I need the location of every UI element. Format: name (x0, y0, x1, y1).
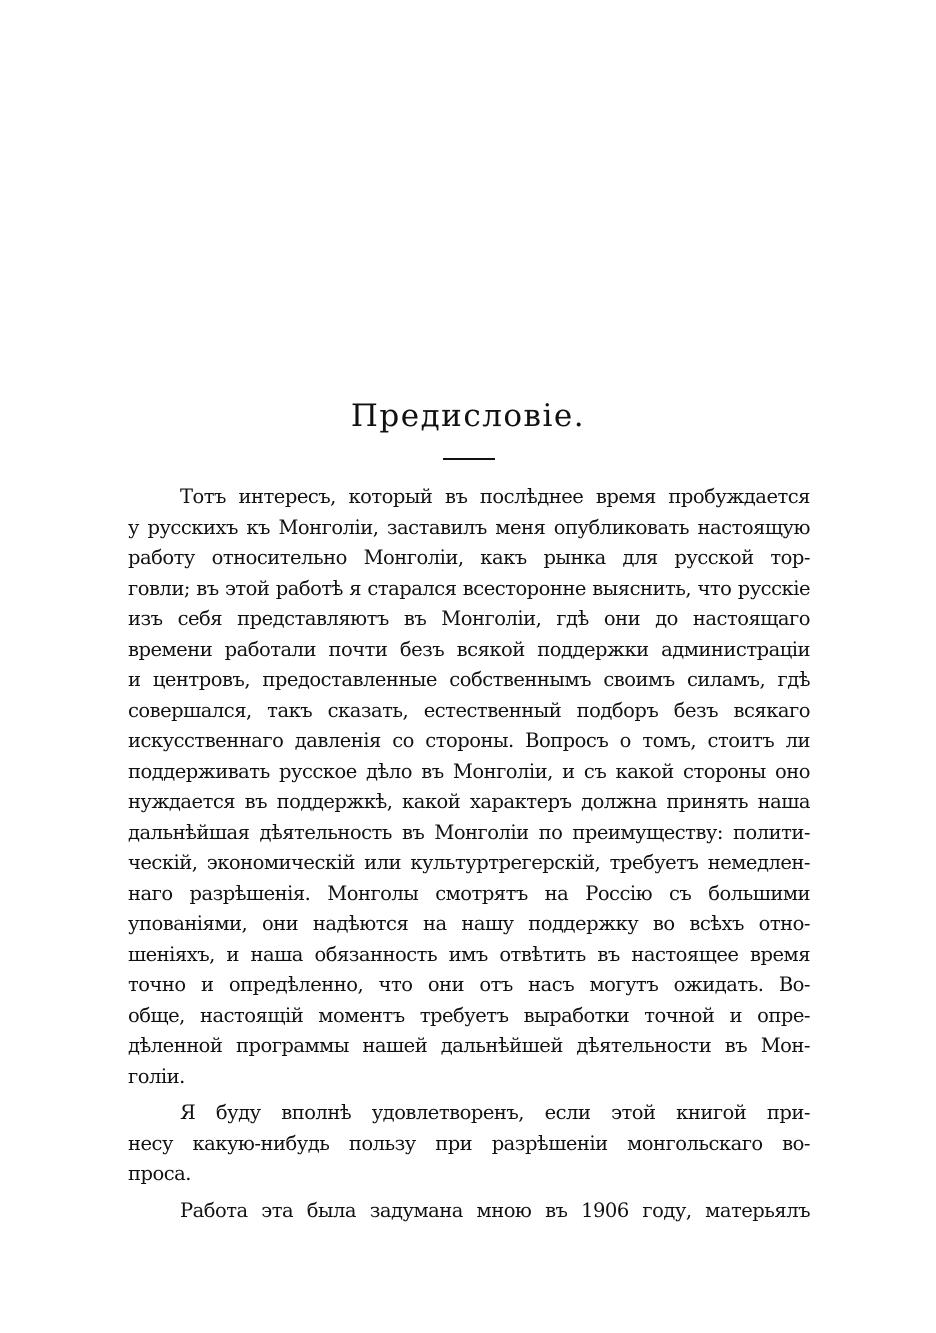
text-line: совершался, такъ сказать, естественный подборъ безъ всякаго (128, 698, 810, 722)
text-line: поддерживать русское дѣло въ Монголіи, и съ какой стороны оно (128, 759, 810, 783)
body-text (128, 482, 810, 1226)
text-line: упованіями, они надѣются на нашу поддержку во всѣхъ отно- (128, 912, 810, 935)
text-line: наго разрѣшенія. Монголы смотрятъ на Россію съ большими (128, 881, 810, 905)
text-line: у русскихъ къ Монголіи, заставилъ меня опубликовать настоящую (128, 515, 810, 539)
paragraph (128, 482, 810, 1092)
text-line: говли; въ этой работѣ я старался всесторонне выяснить, что русскіе (128, 576, 810, 600)
text-line: шеніяхъ, и наша обязанность имъ отвѣтить въ настоящее время (128, 942, 810, 966)
paragraph (128, 1196, 810, 1227)
text-line: проса. (128, 1162, 191, 1185)
title-divider (443, 458, 495, 460)
text-line: голіи. (128, 1064, 185, 1088)
text-line: обще, настоящій моментъ требуетъ выработки точной и опре- (128, 1003, 810, 1027)
text-line: Работа эта была задумана мною въ 1906 году, матерьялъ (180, 1198, 810, 1222)
text-line: времени работали почти безъ всякой поддержки администраціи (128, 637, 810, 661)
text-line: изъ себя представляютъ въ Монголіи, гдѣ они до настоящаго (128, 607, 810, 630)
text-line: работу относительно Монголіи, какъ рынка для русской тор- (128, 546, 810, 569)
text-line: точно и опредѣленно, что они отъ насъ могутъ ожидать. Во- (128, 973, 810, 996)
text-line: Я буду вполнѣ удовлетворенъ, если этой книгой при- (180, 1101, 810, 1124)
text-line: Тотъ интересъ, который въ послѣднее время пробуждается (180, 485, 810, 508)
page-title: Предисловіе. (350, 398, 586, 434)
text-line: нуждается въ поддержкѣ, какой характеръ должна принять наша (128, 790, 810, 813)
text-line: дѣленной программы нашей дальнѣйшей дѣятельности въ Мон- (128, 1034, 810, 1057)
text-line: дальнѣйшая дѣятельность въ Монголіи по преимуществу: полити- (128, 820, 810, 844)
text-line: несу какую-нибудь пользу при разрѣшеніи монгольскаго во- (128, 1131, 810, 1155)
text-line: искусственнаго давленія со стороны. Вопросъ о томъ, стоитъ ли (128, 729, 810, 752)
text-line: и центровъ, предоставленные собственнымъ своимъ силамъ, гдѣ (128, 668, 810, 691)
paragraph (128, 1098, 810, 1190)
text-line: ческій, экономическій или культуртрегерскій, требуетъ немедлен- (128, 851, 810, 874)
